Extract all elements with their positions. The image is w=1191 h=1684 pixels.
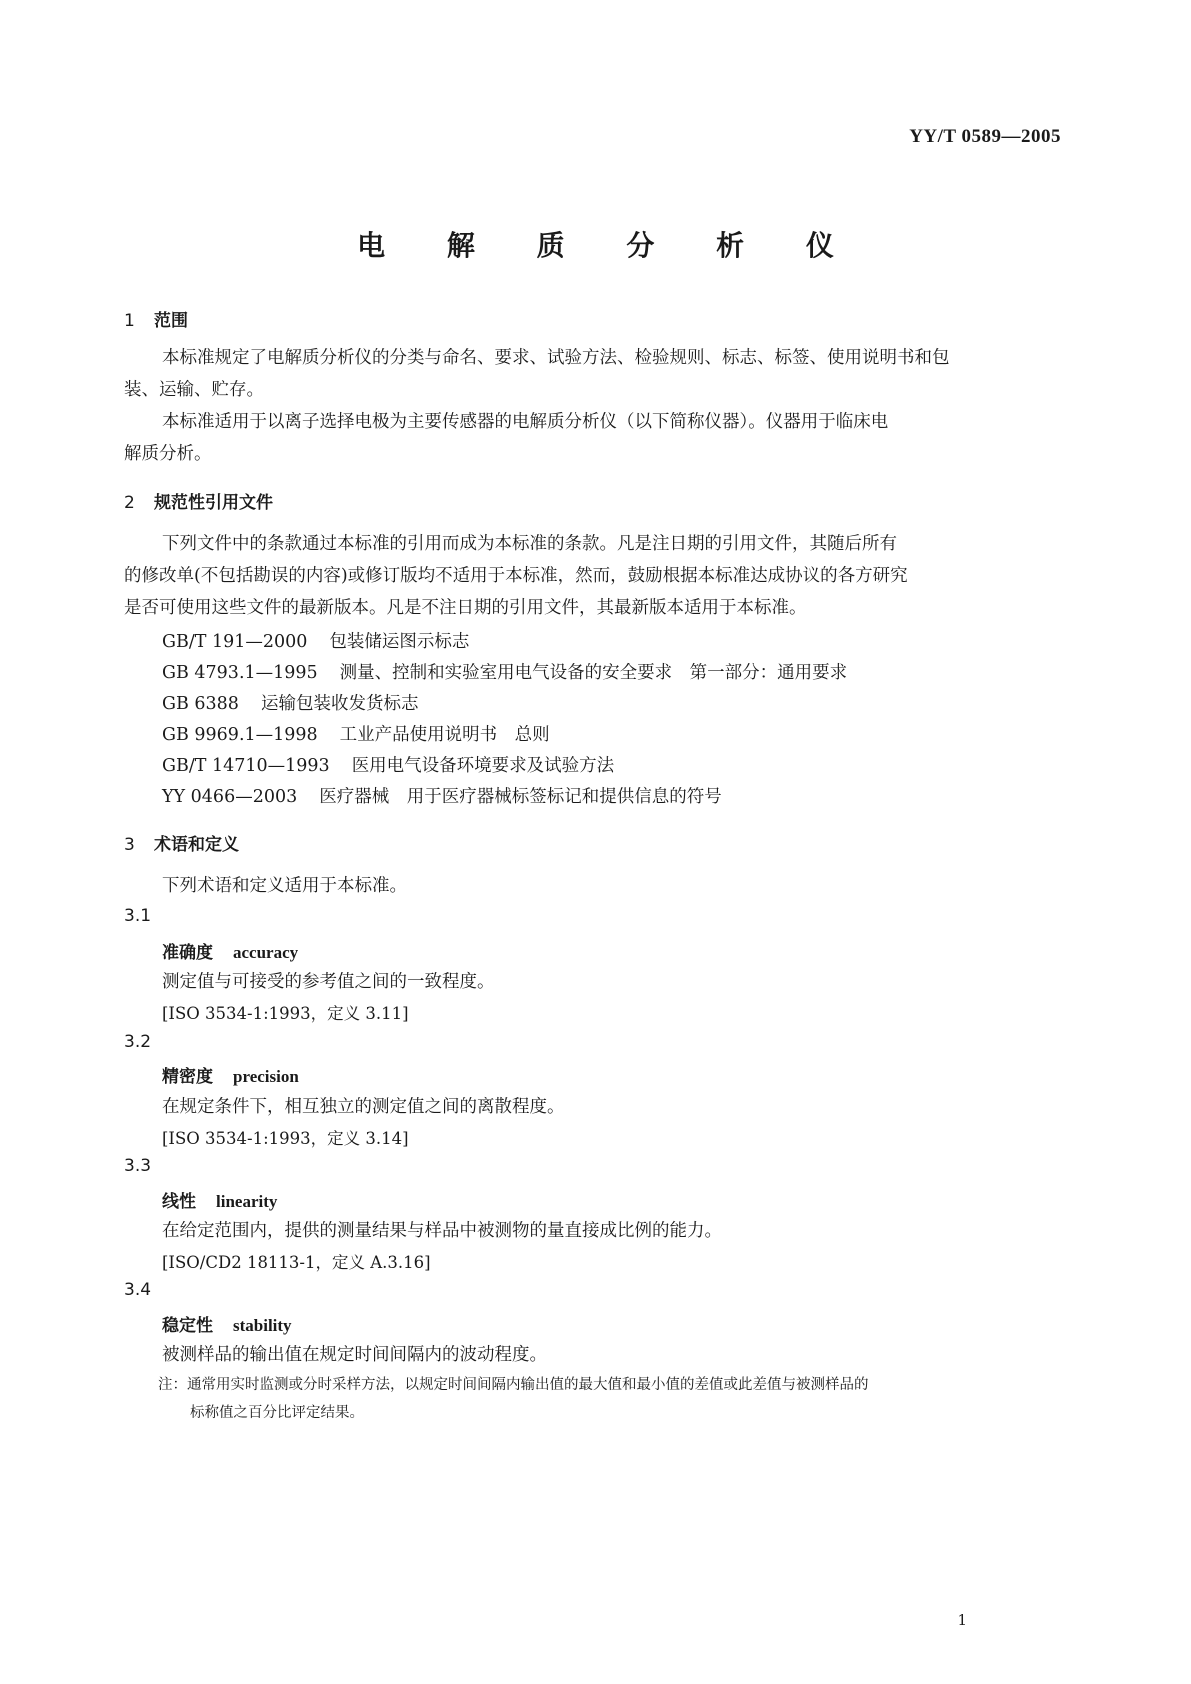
section-1-para2-line2: 解质分析。: [124, 444, 212, 464]
page-number: 1: [957, 1611, 967, 1629]
note-line-2: 标称值之百分比评定结果。: [190, 1405, 364, 1421]
term-heading: [162, 1311, 292, 1336]
section-3-number: 3: [124, 835, 135, 855]
section-1-title: 范围: [154, 311, 188, 331]
term-definition: 在给定范围内，提供的测量结果与样品中被测物的量直接成比例的能力。: [162, 1221, 722, 1241]
reference-title: 工业产品使用说明书 总则: [339, 725, 550, 745]
section-2-number: 2: [124, 493, 135, 513]
term-heading: [162, 1187, 277, 1212]
clause-number: 3.3: [124, 1156, 152, 1176]
section-2-para-line2: 的修改单(不包括勘误的内容)或修订版均不适用于本标准，然而，鼓励根据本标准达成协议的各方研究: [124, 566, 908, 586]
reference-item: [162, 721, 550, 746]
term-definition: 在规定条件下，相互独立的测定值之间的离散程度。: [162, 1097, 565, 1117]
section-1-number: 1: [124, 311, 135, 331]
term-en: accuracy: [233, 943, 299, 962]
reference-title: 医疗器械 用于医疗器械标签标记和提供信息的符号: [319, 787, 722, 807]
reference-title: 包装储运图示标志: [329, 632, 470, 652]
reference-code: YY 0466—2003: [162, 787, 298, 807]
reference-item: [162, 752, 614, 777]
note-line-1: 注：通常用实时监测或分时采样方法，以规定时间间隔内输出值的最大值和最小值的差值或此差值与被测样品的: [158, 1377, 869, 1393]
clause-number: 3.4: [124, 1280, 152, 1300]
reference-item: [162, 628, 469, 653]
section-1-para2-line1: 本标准适用于以离子选择电极为主要传感器的电解质分析仪（以下简称仪器）。仪器用于临床电: [162, 412, 889, 432]
section-1-para1-line2: 装、运输、贮存。: [124, 380, 264, 400]
term-definition: 测定值与可接受的参考值之间的一致程度。: [162, 972, 495, 992]
term-source: [ISO/CD2 18113-1，定义 A.3.16]: [162, 1253, 431, 1272]
term-zh: 稳定性: [162, 1316, 213, 1336]
term-zh: 精密度: [162, 1067, 213, 1087]
reference-code: GB 6388: [162, 694, 239, 714]
reference-code: GB 4793.1—1995: [162, 663, 318, 683]
section-3-intro: 下列术语和定义适用于本标准。: [162, 876, 407, 896]
reference-title: 医用电气设备环境要求及试验方法: [351, 756, 615, 776]
standard-code: YY/T 0589—2005: [909, 126, 1061, 147]
section-3-heading: [124, 830, 239, 855]
section-1-para1-line1: 本标准规定了电解质分析仪的分类与命名、要求、试验方法、检验规则、标志、标签、使用说明书和包: [162, 348, 950, 368]
term-definition: 被测样品的输出值在规定时间间隔内的波动程度。: [162, 1345, 547, 1365]
reference-item: [162, 659, 847, 684]
term-source: [ISO 3534-1:1993，定义 3.14]: [162, 1129, 409, 1148]
section-2-para-line1: 下列文件中的条款通过本标准的引用而成为本标准的条款。凡是注日期的引用文件，其随后所有: [162, 534, 897, 554]
reference-title: 测量、控制和实验室用电气设备的安全要求 第一部分：通用要求: [339, 663, 848, 683]
section-2-heading: [124, 488, 273, 513]
term-en: precision: [233, 1067, 299, 1086]
term-en: stability: [233, 1316, 292, 1335]
term-zh: 准确度: [162, 943, 213, 963]
document-title: 电 解 质 分 析 仪: [357, 229, 860, 262]
section-1-heading: [124, 306, 188, 331]
section-2-para-line3: 是否可使用这些文件的最新版本。凡是不注日期的引用文件，其最新版本适用于本标准。: [124, 598, 807, 618]
term-heading: [162, 1062, 299, 1087]
section-2-title: 规范性引用文件: [154, 493, 273, 513]
reference-item: [162, 783, 722, 808]
reference-code: GB/T 191—2000: [162, 632, 308, 652]
term-en: linearity: [216, 1192, 278, 1211]
section-3-title: 术语和定义: [154, 835, 239, 855]
term-heading: [162, 938, 298, 963]
term-source: [ISO 3534-1:1993，定义 3.11]: [162, 1004, 409, 1023]
reference-code: GB/T 14710—1993: [162, 756, 330, 776]
term-zh: 线性: [162, 1192, 196, 1212]
clause-number: 3.2: [124, 1032, 152, 1052]
reference-code: GB 9969.1—1998: [162, 725, 318, 745]
clause-number: 3.1: [124, 906, 152, 926]
reference-item: [162, 690, 418, 715]
reference-title: 运输包装收发货标志: [260, 694, 419, 714]
